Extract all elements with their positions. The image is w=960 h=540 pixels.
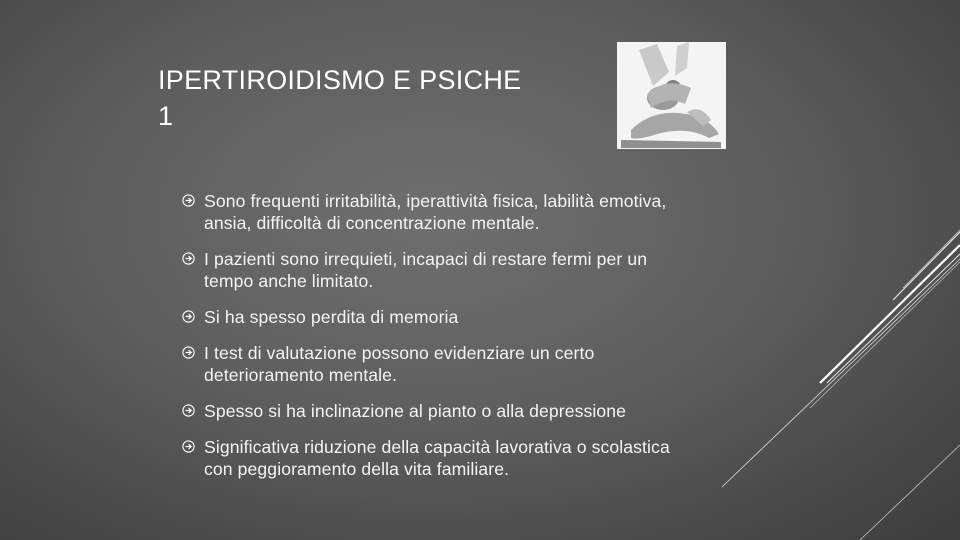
circled-arrow-right-icon <box>182 252 195 265</box>
statue-image <box>617 42 726 149</box>
bullet-line: tempo anche limitato. <box>204 271 374 291</box>
circled-arrow-right-icon <box>182 440 195 453</box>
bullet-line: Significativa riduzione della capacità lavorativa o scolastica <box>204 437 670 457</box>
bullet-line: deterioramento mentale. <box>204 365 398 385</box>
circled-arrow-right-icon <box>182 346 195 359</box>
list-item <box>182 400 792 422</box>
list-item <box>182 342 792 386</box>
circled-arrow-right-icon <box>182 404 195 417</box>
circled-arrow-right-icon <box>182 310 195 323</box>
circled-arrow-right-icon <box>182 194 195 207</box>
bullet-line: con peggioramento della vita familiare. <box>204 459 510 479</box>
bullet-line: I test di valutazione possono evidenziare un certo <box>204 343 595 363</box>
bullet-line: Spesso si ha inclinazione al pianto o alla depressione <box>204 401 627 421</box>
list-item <box>182 436 792 480</box>
slide-title-line-2: 1 <box>158 101 174 131</box>
slide-title-line-1: IPERTIROIDISMO E PSICHE <box>158 65 522 95</box>
list-item <box>182 306 792 328</box>
slide-title <box>158 62 598 134</box>
bullet-line: Sono frequenti irritabilità, iperattività fisica, labilità emotiva, <box>204 191 667 211</box>
bullet-line: ansia, difficoltà di concentrazione mentale. <box>204 213 540 233</box>
list-item <box>182 248 792 292</box>
bullet-list <box>182 190 792 494</box>
bullet-line: I pazienti sono irrequieti, incapaci di restare fermi per un <box>204 249 648 269</box>
list-item <box>182 190 792 234</box>
bullet-line: Si ha spesso perdita di memoria <box>204 307 459 327</box>
